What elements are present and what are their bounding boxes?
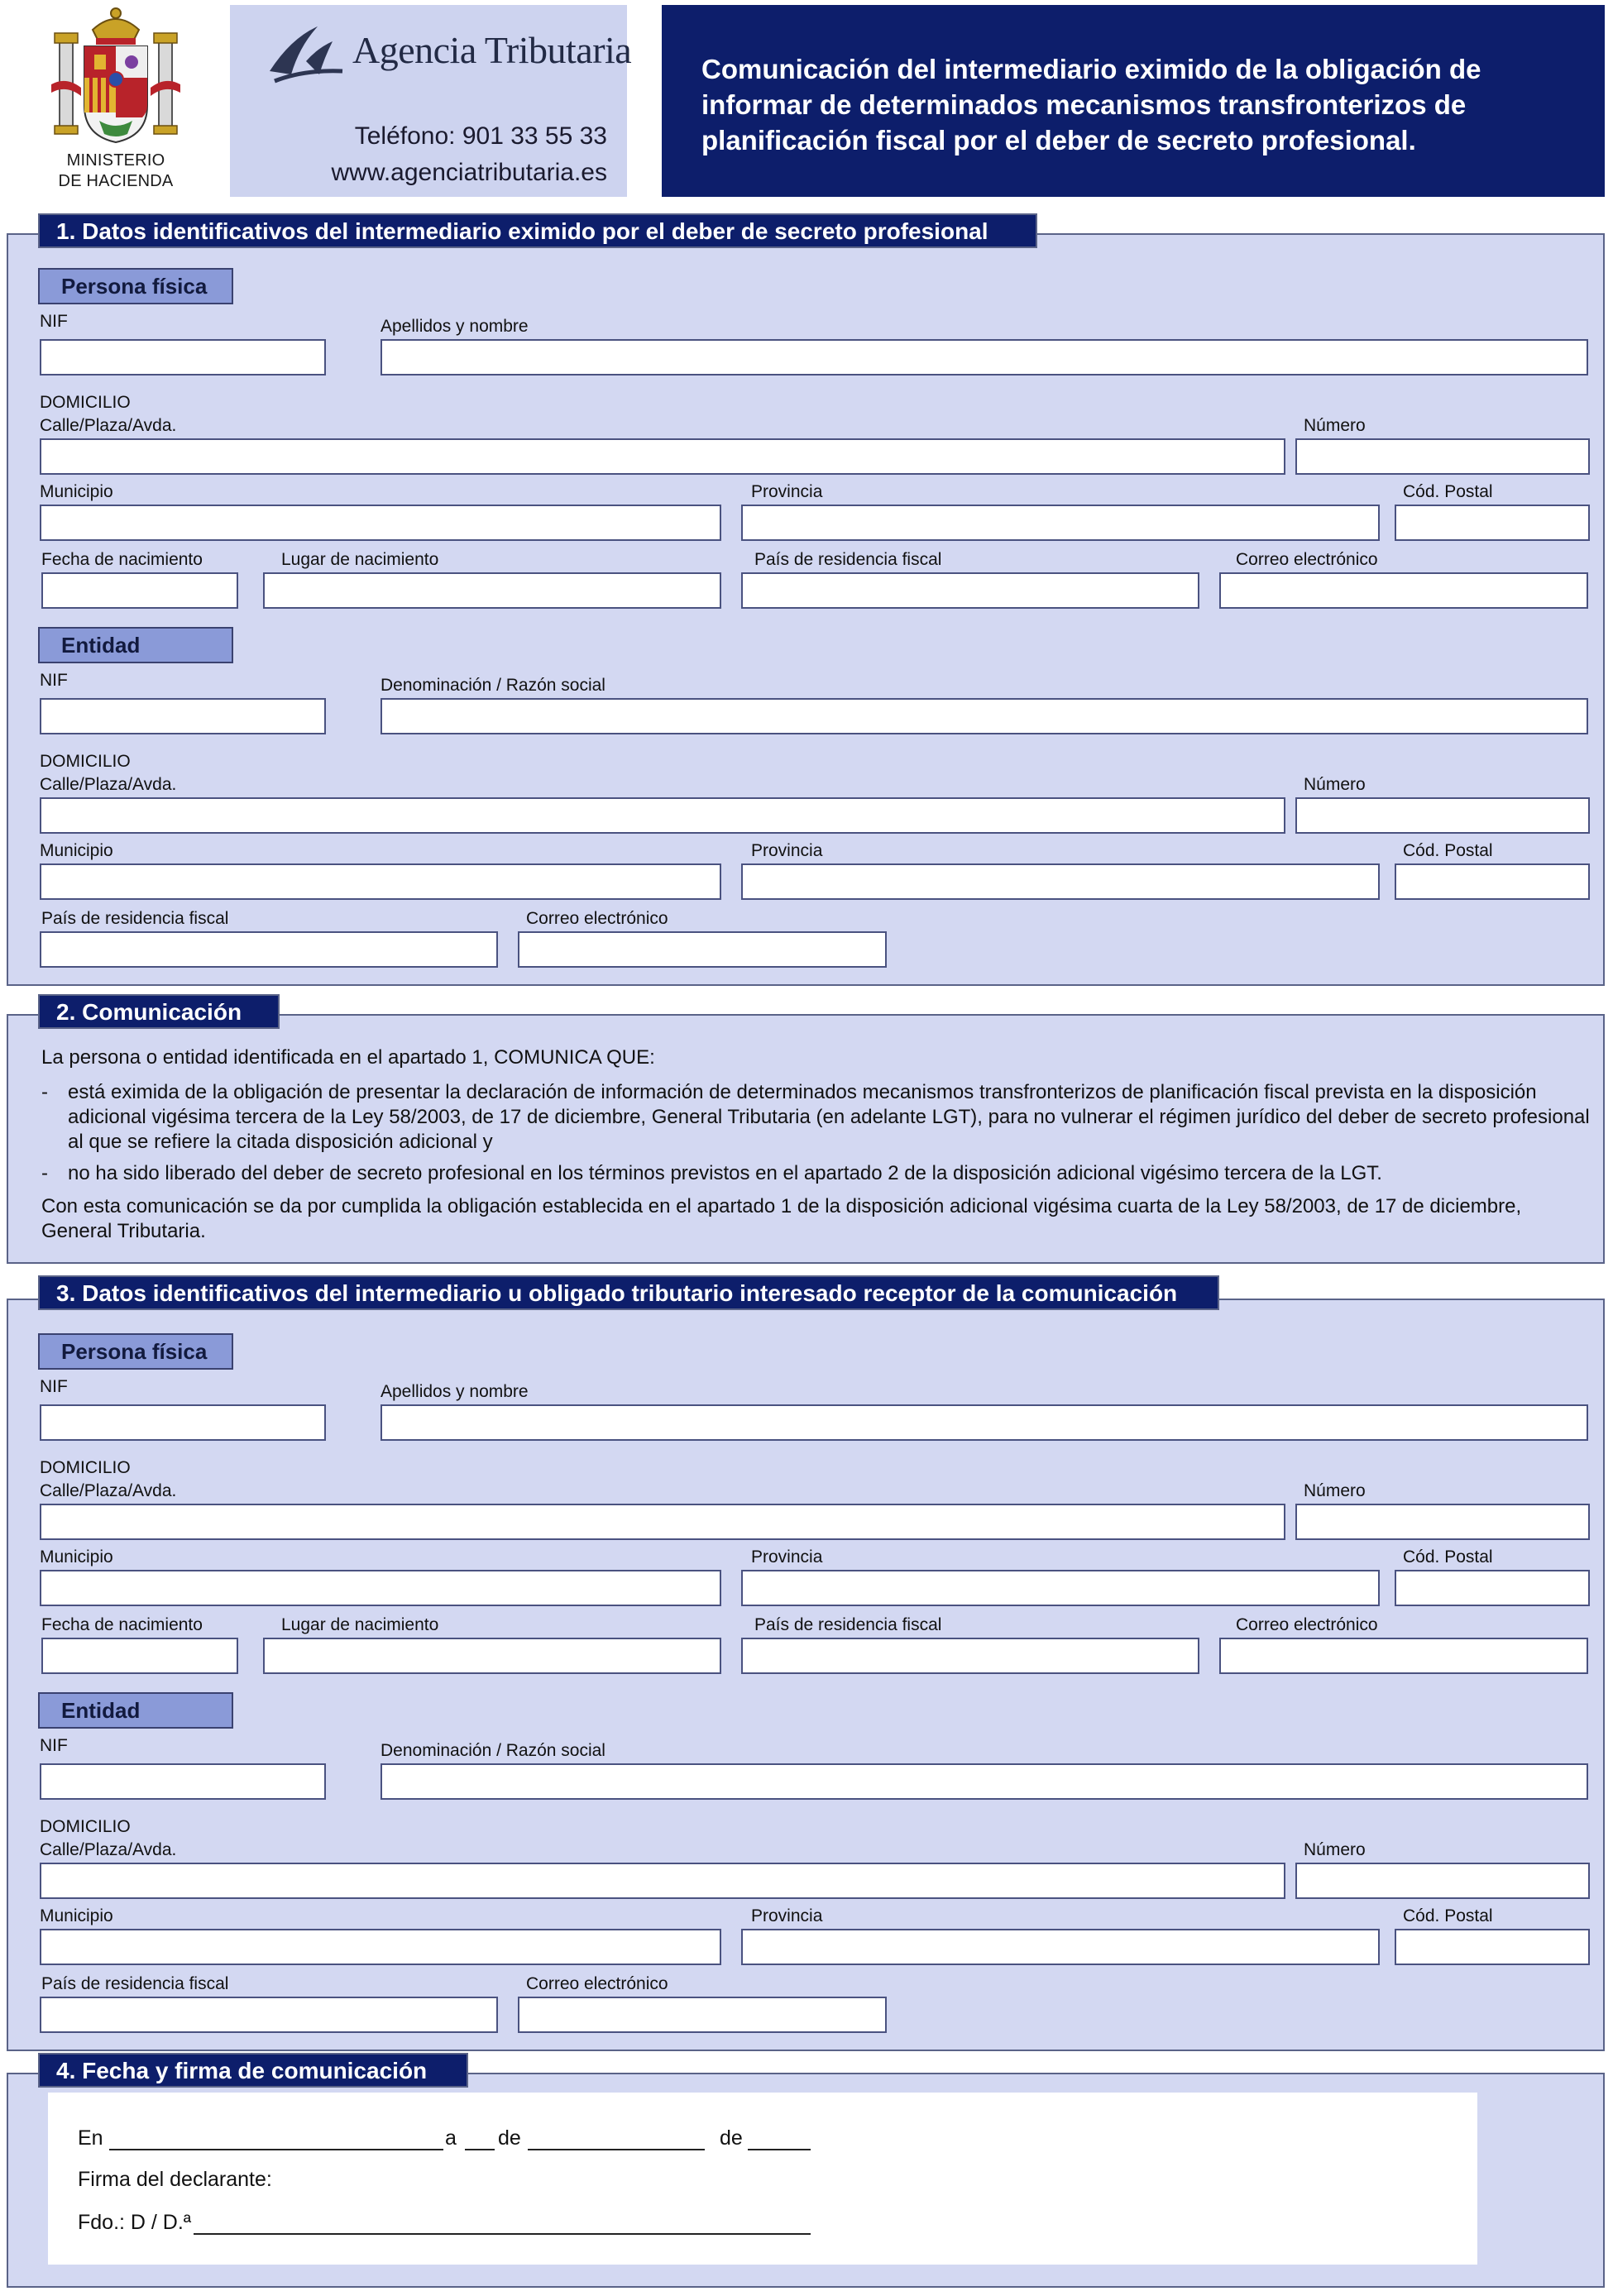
- label-denominacion: Denominación / Razón social: [381, 1741, 605, 1760]
- form-title-box: [662, 5, 1605, 197]
- label-provincia: Provincia: [751, 482, 823, 501]
- cod-postal-input[interactable]: [1395, 505, 1590, 541]
- bullet-dash: -: [41, 1081, 48, 1103]
- comunicacion-bullet-1: está eximida de la obligación de presentar la declaración de información de determinados mecanismos transfronterizos de planificación fiscal prevista en la disposición adicional vigésima tercera de la Ley 58/2003, de 17 de diciembre, General Tributaria (en adelante LGT), para no vulnerar el régimen jurídico del deber de secreto profesional al que se refiere la citada disposición adicional y: [68, 1081, 1590, 1153]
- label-cod-postal: Cód. Postal: [1403, 1906, 1493, 1925]
- label-provincia: Provincia: [751, 1906, 823, 1925]
- section-4-panel: [7, 2073, 1605, 2288]
- label-apellidos-nombre: Apellidos y nombre: [381, 317, 529, 336]
- label-provincia: Provincia: [751, 1547, 823, 1567]
- label-correo: Correo electrónico: [1236, 1615, 1378, 1634]
- pais-residencia-input[interactable]: [40, 931, 498, 968]
- nif-input[interactable]: [40, 1404, 326, 1441]
- label-numero: Número: [1304, 1481, 1366, 1500]
- label-cod-postal: Cód. Postal: [1403, 1547, 1493, 1567]
- label-numero: Número: [1304, 1840, 1366, 1859]
- fecha-nacimiento-input[interactable]: [41, 572, 238, 609]
- label-calle: Calle/Plaza/Avda.: [40, 775, 177, 794]
- label-pais-residencia: País de residencia fiscal: [754, 1615, 942, 1634]
- municipio-input[interactable]: [40, 1929, 721, 1965]
- denominacion-input[interactable]: [381, 1763, 1588, 1800]
- section-3-title: 3. Datos identificativos del intermediario u obligado tributario interesado receptor de la comunicación: [38, 1275, 1219, 1310]
- agency-name: Agencia Tributaria: [352, 29, 632, 71]
- label-numero: Número: [1304, 416, 1366, 435]
- signature-box: [48, 2093, 1477, 2265]
- label-en: En: [78, 2126, 103, 2150]
- subtab-entidad: Entidad: [38, 1692, 233, 1729]
- subtab-persona-fisica: Persona física: [38, 1333, 233, 1370]
- label-fecha-nacimiento: Fecha de nacimiento: [41, 1615, 203, 1634]
- municipio-input[interactable]: [40, 863, 721, 900]
- agencia-tributaria-logo-icon: [266, 23, 346, 86]
- form-title: Comunicación del intermediario eximido de la obligación de informar de determinados mecanismos transfronterizos de planificación fiscal por el deber de secreto profesional.: [701, 54, 1481, 155]
- nif-input[interactable]: [40, 1763, 326, 1800]
- pais-residencia-input[interactable]: [40, 1997, 498, 2033]
- label-denominacion: Denominación / Razón social: [381, 676, 605, 695]
- label-apellidos-nombre: Apellidos y nombre: [381, 1382, 529, 1401]
- ministry-label: MINISTERIO DE HACIENDA: [58, 151, 174, 190]
- cod-postal-input[interactable]: [1395, 1570, 1590, 1606]
- comunicacion-bullet-2: no ha sido liberado del deber de secreto profesional en los términos previstos en el apartado 2 de la disposición adicional vigésimo tercera de la LGT.: [68, 1162, 1382, 1184]
- lugar-nacimiento-input[interactable]: [263, 572, 721, 609]
- label-correo: Correo electrónico: [1236, 550, 1378, 569]
- correo-input[interactable]: [1219, 1638, 1588, 1674]
- label-de-2: de: [720, 2126, 743, 2150]
- bullet-dash: -: [41, 1162, 48, 1184]
- label-nif: NIF: [40, 1377, 68, 1396]
- calle-input[interactable]: [40, 438, 1285, 475]
- municipio-input[interactable]: [40, 505, 721, 541]
- correo-input[interactable]: [1219, 572, 1588, 609]
- apellidos-nombre-input[interactable]: [381, 1404, 1588, 1441]
- dia-line[interactable]: [465, 2149, 495, 2150]
- subtab-persona-fisica: Persona física: [38, 268, 233, 304]
- agency-website[interactable]: www.agenciatributaria.es: [331, 159, 607, 186]
- firmante-line[interactable]: [194, 2233, 811, 2235]
- comunicacion-intro: La persona o entidad identificada en el apartado 1, COMUNICA QUE:: [41, 1046, 655, 1069]
- pais-residencia-input[interactable]: [741, 572, 1199, 609]
- label-numero: Número: [1304, 775, 1366, 794]
- municipio-input[interactable]: [40, 1570, 721, 1606]
- agency-header-box: [230, 5, 632, 197]
- section-2-title: 2. Comunicación: [38, 994, 280, 1029]
- label-municipio: Municipio: [40, 1906, 113, 1925]
- label-nif: NIF: [40, 312, 68, 331]
- calle-input[interactable]: [40, 1863, 1285, 1899]
- label-cod-postal: Cód. Postal: [1403, 841, 1493, 860]
- label-cod-postal: Cód. Postal: [1403, 482, 1493, 501]
- label-calle: Calle/Plaza/Avda.: [40, 1840, 177, 1859]
- label-municipio: Municipio: [40, 841, 113, 860]
- label-municipio: Municipio: [40, 482, 113, 501]
- subtab-entidad: Entidad: [38, 627, 233, 663]
- label-de-1: de: [498, 2126, 521, 2150]
- correo-input[interactable]: [518, 931, 887, 968]
- label-domicilio: DOMICILIO: [40, 393, 131, 412]
- label-pais-residencia: País de residencia fiscal: [41, 1974, 229, 1993]
- ministry-crest: [41, 5, 190, 194]
- label-firma-declarante: Firma del declarante:: [78, 2168, 272, 2191]
- correo-input[interactable]: [518, 1997, 887, 2033]
- label-domicilio: DOMICILIO: [40, 1817, 131, 1836]
- label-domicilio: DOMICILIO: [40, 1458, 131, 1477]
- provincia-input[interactable]: [741, 1929, 1380, 1965]
- lugar-nacimiento-input[interactable]: [263, 1638, 721, 1674]
- numero-input[interactable]: [1295, 438, 1590, 475]
- pais-residencia-input[interactable]: [741, 1638, 1199, 1674]
- cod-postal-input[interactable]: [1395, 1929, 1590, 1965]
- denominacion-input[interactable]: [381, 698, 1588, 734]
- label-a: a: [445, 2126, 457, 2150]
- label-pais-residencia: País de residencia fiscal: [754, 550, 942, 569]
- numero-input[interactable]: [1295, 797, 1590, 834]
- cod-postal-input[interactable]: [1395, 863, 1590, 900]
- label-fecha-nacimiento: Fecha de nacimiento: [41, 550, 203, 569]
- nif-input[interactable]: [40, 698, 326, 734]
- provincia-input[interactable]: [741, 505, 1380, 541]
- section-3-panel: [7, 1299, 1605, 2051]
- numero-input[interactable]: [1295, 1863, 1590, 1899]
- label-domicilio: DOMICILIO: [40, 752, 131, 771]
- numero-input[interactable]: [1295, 1504, 1590, 1540]
- provincia-input[interactable]: [741, 863, 1380, 900]
- label-nif: NIF: [40, 1736, 68, 1755]
- lugar-line[interactable]: [109, 2149, 443, 2150]
- calle-input[interactable]: [40, 1504, 1285, 1540]
- label-correo: Correo electrónico: [526, 909, 668, 928]
- label-municipio: Municipio: [40, 1547, 113, 1567]
- section-2-panel: [7, 1014, 1605, 1264]
- label-lugar-nacimiento: Lugar de nacimiento: [281, 1615, 439, 1634]
- calle-input[interactable]: [40, 797, 1285, 834]
- label-pais-residencia: País de residencia fiscal: [41, 909, 229, 928]
- nif-input[interactable]: [40, 339, 326, 375]
- anio-line[interactable]: [748, 2149, 811, 2150]
- section-4-title: 4. Fecha y firma de comunicación: [38, 2053, 468, 2088]
- label-calle: Calle/Plaza/Avda.: [40, 1481, 177, 1500]
- label-fdo: Fdo.: D / D.ª: [78, 2211, 192, 2234]
- agency-phone: Teléfono: 901 33 55 33: [354, 122, 607, 150]
- provincia-input[interactable]: [741, 1570, 1380, 1606]
- label-lugar-nacimiento: Lugar de nacimiento: [281, 550, 439, 569]
- apellidos-nombre-input[interactable]: [381, 339, 1588, 375]
- label-correo: Correo electrónico: [526, 1974, 668, 1993]
- label-provincia: Provincia: [751, 841, 823, 860]
- section-1-title: 1. Datos identificativos del intermediario eximido por el deber de secreto profesional: [38, 213, 1037, 248]
- label-nif: NIF: [40, 671, 68, 690]
- comunicacion-closing: Con esta comunicación se da por cumplida la obligación establecida en el apartado 1 de la disposición adicional vigésima cuarta de la Ley 58/2003, de 17 de diciembre, General Tributaria.: [41, 1195, 1522, 1242]
- section-1-panel: [7, 233, 1605, 986]
- fecha-nacimiento-input[interactable]: [41, 1638, 238, 1674]
- mes-line[interactable]: [528, 2149, 705, 2150]
- spain-coat-of-arms-icon: [51, 5, 180, 146]
- label-calle: Calle/Plaza/Avda.: [40, 416, 177, 435]
